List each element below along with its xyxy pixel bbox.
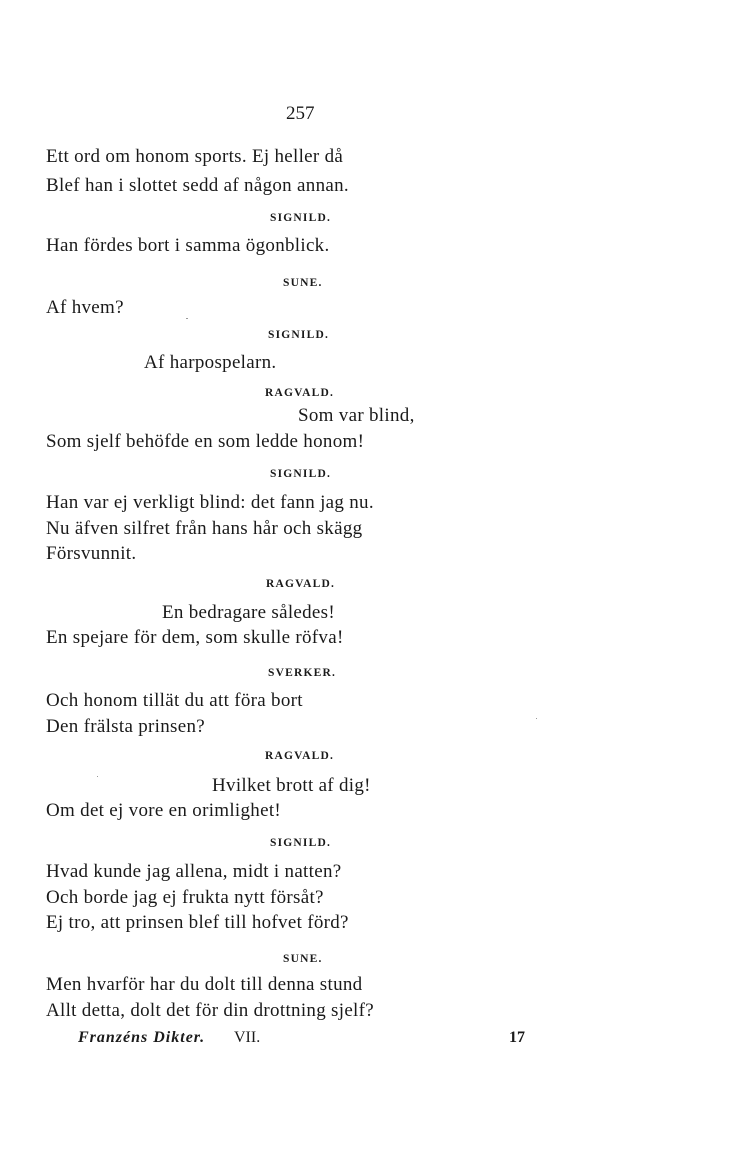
verse-line: Som var blind,: [298, 405, 415, 426]
verse-line: Nu äfven silfret från hans hår och skägg: [46, 518, 363, 539]
verse-line: Af harpospelarn.: [144, 352, 277, 373]
verse-line: Ej tro, att prinsen blef till hofvet förd?: [46, 912, 349, 933]
verse-line: Blef han i slottet sedd af någon annan.: [46, 175, 349, 196]
page-number: 257: [286, 103, 315, 124]
speaker-label: RAGVALD.: [266, 578, 336, 590]
verse-line: Han var ej verkligt blind: det fann jag nu.: [46, 492, 374, 513]
verse-line: Och borde jag ej frukta nytt försåt?: [46, 887, 324, 908]
speaker-label: RAGVALD.: [265, 750, 335, 762]
speaker-label: SVERKER.: [268, 667, 337, 679]
verse-line: Försvunnit.: [46, 543, 137, 564]
verse-line: Och honom tillät du att föra bort: [46, 690, 303, 711]
print-speck: [97, 776, 98, 777]
verse-line: Hvilket brott af dig!: [212, 775, 371, 796]
verse-line: En bedragare således!: [162, 602, 335, 623]
speaker-label: SIGNILD.: [270, 468, 332, 480]
print-speck: [186, 318, 188, 319]
verse-line: Han fördes bort i samma ögonblick.: [46, 235, 330, 256]
footer-title: Franzéns Dikter.: [78, 1029, 206, 1046]
footer-volume: VII.: [234, 1029, 261, 1046]
speaker-label: SUNE.: [283, 953, 323, 965]
verse-line: Som sjelf behöfde en som ledde honom!: [46, 431, 365, 452]
verse-line: Hvad kunde jag allena, midt i natten?: [46, 861, 342, 882]
verse-line: Om det ej vore en orimlighet!: [46, 800, 282, 821]
verse-line: Allt detta, dolt det för din drottning sjelf?: [46, 1000, 374, 1021]
speaker-label: SIGNILD.: [270, 212, 332, 224]
footer-signature: 17: [509, 1029, 525, 1046]
verse-line: Ett ord om honom sports. Ej heller då: [46, 146, 344, 167]
speaker-label: SUNE.: [283, 277, 323, 289]
speaker-label: RAGVALD.: [265, 387, 335, 399]
verse-line: En spejare för dem, som skulle röfva!: [46, 627, 344, 648]
print-speck: [536, 718, 537, 719]
speaker-label: SIGNILD.: [270, 837, 332, 849]
speaker-label: SIGNILD.: [268, 329, 330, 341]
verse-line: Af hvem?: [46, 297, 124, 318]
verse-line: Men hvarför har du dolt till denna stund: [46, 974, 363, 995]
verse-line: Den frälsta prinsen?: [46, 716, 205, 737]
